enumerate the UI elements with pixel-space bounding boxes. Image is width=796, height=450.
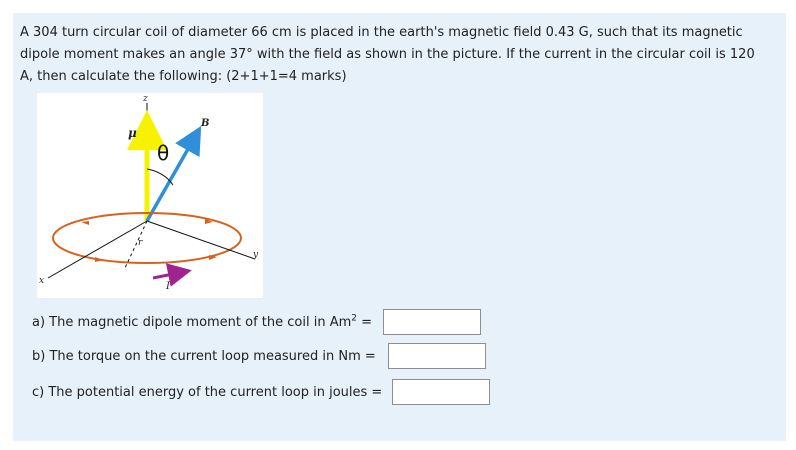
part-b-answer-input[interactable] <box>388 343 486 369</box>
b-field-vector <box>147 135 196 221</box>
part-a-answer-input[interactable] <box>383 309 481 335</box>
part-a-label: a) The magnetic dipole moment of the coil in Am <box>32 315 352 330</box>
radius-line <box>125 221 147 268</box>
b-field-label: B <box>201 118 210 129</box>
theta-label: θ <box>157 141 170 165</box>
part-a-equals: = <box>357 315 373 330</box>
part-c-label: c) The potential energy of the current loop in joules = <box>32 385 383 400</box>
x-axis-label: x <box>39 276 45 286</box>
current-direction-arrow <box>153 272 183 278</box>
part-a <box>32 309 372 337</box>
y-axis-label: y <box>253 250 259 260</box>
y-axis <box>147 221 255 259</box>
part-b <box>32 343 376 371</box>
z-axis-label: z <box>143 94 148 104</box>
radius-label: r <box>138 238 143 248</box>
current-label: I <box>166 281 170 292</box>
part-a-superscript: 2 <box>351 313 358 324</box>
part-b-label: b) The torque on the current loop measured in Nm = <box>32 349 376 364</box>
part-c <box>32 379 382 407</box>
coil-current-arrow-left-top <box>81 221 89 225</box>
magnetic-dipole-figure <box>37 93 263 298</box>
question-text: A 304 turn circular coil of diameter 66 cm is placed in the earth's magnetic field 0.43 G, such that its magnetic dipole moment makes an angle 37° with the field as shown in the picture. If the current in the circular coil is 120 A, then calculate the following: (2+1+1=4 marks) <box>20 25 755 84</box>
mu-label: μ <box>128 126 137 140</box>
part-c-answer-input[interactable] <box>392 379 490 405</box>
